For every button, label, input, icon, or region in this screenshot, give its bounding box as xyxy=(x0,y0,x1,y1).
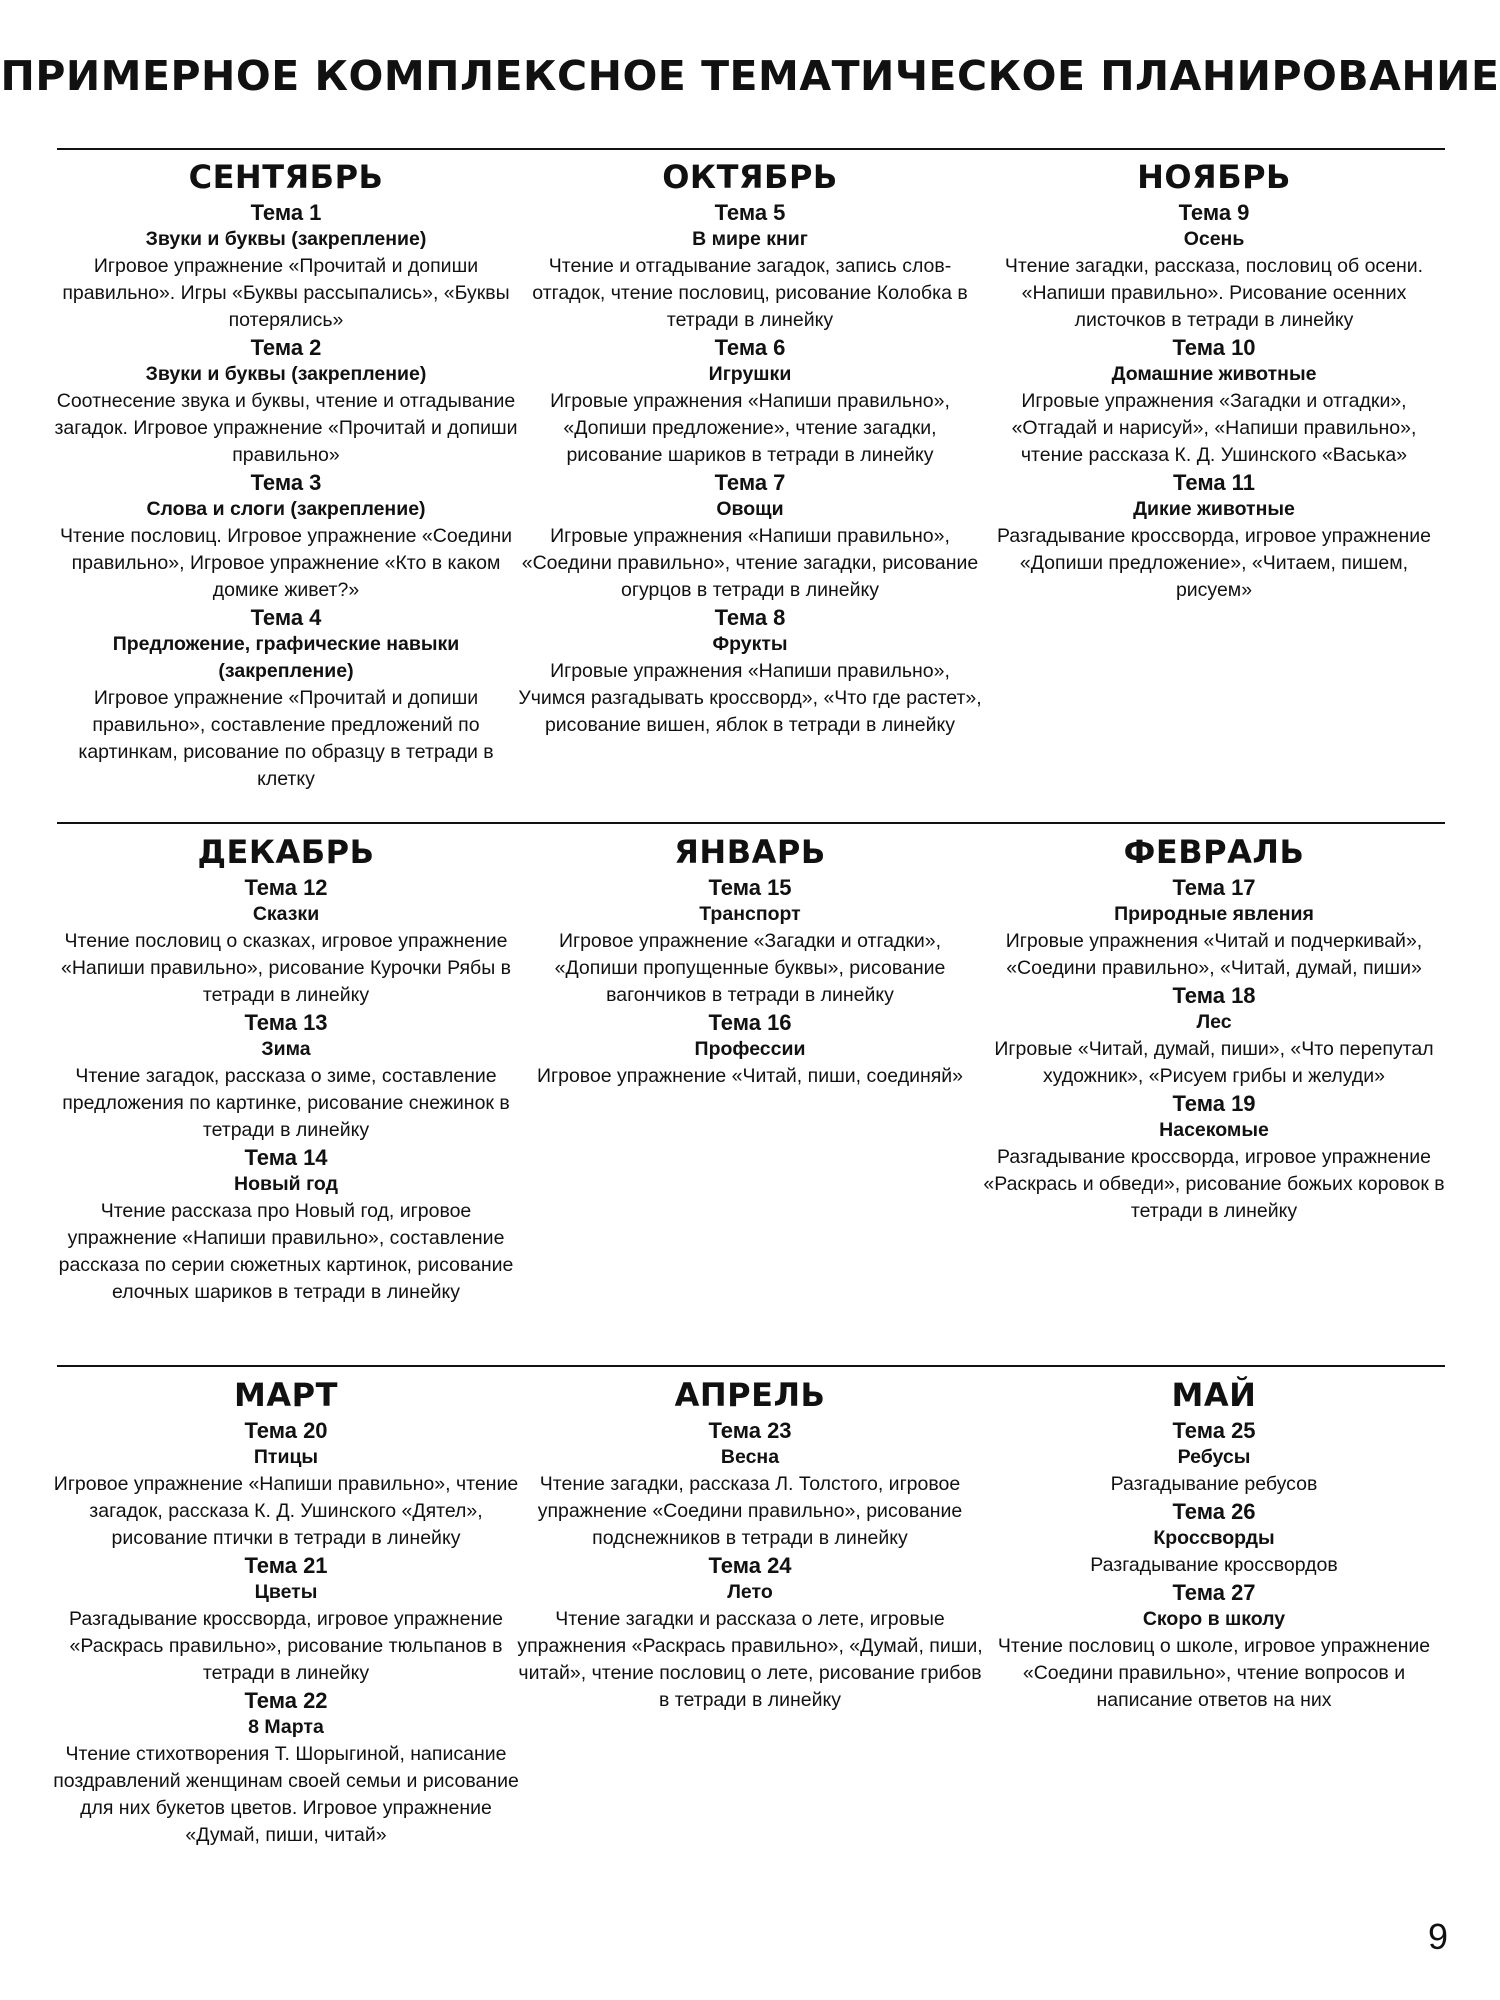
month-block-may xyxy=(980,1373,1448,1714)
topic-title: Природные явления xyxy=(1114,903,1314,925)
month-name: ДЕКАБРЬ xyxy=(197,833,375,871)
month-block-december xyxy=(52,830,520,1306)
topic xyxy=(980,469,1448,604)
topic xyxy=(52,1687,520,1849)
topic-number: Тема 8 xyxy=(714,605,786,630)
topic-title: Игрушки xyxy=(708,363,792,385)
topic xyxy=(52,199,520,334)
topic xyxy=(52,1009,520,1144)
topic-description: Чтение загадок, рассказа о зиме, составление предложения по картинке, рисование снежинок в тетради в линейку xyxy=(62,1065,510,1141)
topic-title: Птицы xyxy=(253,1446,319,1468)
month-name: ЯНВАРЬ xyxy=(674,833,826,871)
topic xyxy=(516,1009,984,1090)
topic-description: Разгадывание кроссворда, игровое упражнение «Допиши предложение», «Читаем, пишем, рисуем» xyxy=(996,525,1432,601)
topic-description: Разгадывание кроссворда, игровое упражнение «Раскрась правильно», рисование тюльпанов в тетради в линейку xyxy=(68,1608,504,1684)
month-block-october xyxy=(516,155,984,739)
topic xyxy=(52,1144,520,1306)
topic xyxy=(52,874,520,1009)
topic xyxy=(516,1552,984,1714)
topic xyxy=(980,982,1448,1090)
topic xyxy=(52,334,520,469)
topic-number: Тема 10 xyxy=(1172,335,1256,360)
month-name: МАЙ xyxy=(1171,1376,1257,1414)
topic-description: Игровые упражнения «Напиши правильно», Учимся разгадывать кроссворд», «Что где растет», рисование вишен, яблок в тетради в линейку xyxy=(518,660,982,736)
topic-number: Тема 26 xyxy=(1172,1499,1256,1524)
topic xyxy=(980,1090,1448,1225)
topic-number: Тема 22 xyxy=(244,1688,328,1713)
page-number: 9 xyxy=(1427,1916,1448,1957)
topic-description: Чтение пословиц о сказках, игровое упражнение «Напиши правильно», рисование Курочки Рябы в тетради в линейку xyxy=(60,930,511,1006)
topic xyxy=(52,604,520,793)
topic-title: Скоро в школу xyxy=(1142,1608,1286,1630)
month-name: АПРЕЛЬ xyxy=(674,1376,826,1414)
topic-title: Профессии xyxy=(694,1038,806,1060)
topic-number: Тема 11 xyxy=(1173,470,1255,495)
topic-number: Тема 21 xyxy=(244,1553,328,1578)
topic-number: Тема 9 xyxy=(1178,200,1250,225)
topic xyxy=(52,469,520,604)
month-block-january xyxy=(516,830,984,1090)
topic-title: Лес xyxy=(1196,1011,1232,1033)
month-block-march xyxy=(52,1373,520,1849)
topic xyxy=(516,1417,984,1552)
divider-row-1 xyxy=(57,822,1445,824)
topic-description: Игровое упражнение «Прочитай и допиши правильно». Игры «Буквы рассыпались», «Буквы потерялись» xyxy=(62,255,510,331)
topic-description: Разгадывание кроссворда, игровое упражнение «Раскрась и обведи», рисование божьих коровок в тетради в линейку xyxy=(983,1146,1445,1222)
topic xyxy=(980,1417,1448,1498)
topic-number: Тема 5 xyxy=(714,200,786,225)
topic-title: Сказки xyxy=(252,903,320,925)
topic-number: Тема 18 xyxy=(1172,983,1256,1008)
topic-title: Фрукты xyxy=(712,633,788,655)
topic-description: Игровые «Читай, думай, пиши», «Что перепутал художник», «Рисуем грибы и желуди» xyxy=(994,1038,1434,1087)
topic-description: Чтение загадки, рассказа Л. Толстого, игровое упражнение «Соедини правильно», рисование подснежников в тетради в линейку xyxy=(537,1473,963,1549)
topic-title: Насекомые xyxy=(1159,1119,1269,1141)
topic xyxy=(980,199,1448,334)
topic-description: Игровое упражнение «Прочитай и допиши правильно», составление предложений по картинкам, рисование по образцу в тетради в клетку xyxy=(78,687,494,790)
topic xyxy=(516,469,984,604)
topic-title: В мире книг xyxy=(692,228,808,250)
topic xyxy=(516,604,984,739)
month-block-september xyxy=(52,155,520,793)
topic-title: 8 Марта xyxy=(248,1716,324,1738)
month-block-april xyxy=(516,1373,984,1714)
topic-description: Разгадывание ребусов xyxy=(1110,1473,1318,1495)
topic-number: Тема 7 xyxy=(714,470,786,495)
topic-number: Тема 20 xyxy=(244,1418,328,1443)
topic-title: Дикие животные xyxy=(1133,498,1295,520)
topic-number: Тема 6 xyxy=(714,335,786,360)
topic-title: Предложение, графические навыки (закрепление) xyxy=(112,633,460,682)
month-name: МАРТ xyxy=(234,1376,338,1414)
topic-number: Тема 4 xyxy=(250,605,322,630)
divider-row-2 xyxy=(57,1365,1445,1367)
topic-description: Разгадывание кроссвордов xyxy=(1090,1554,1338,1576)
topic xyxy=(516,874,984,1009)
topic-number: Тема 12 xyxy=(244,875,328,900)
topic-description: Игровые упражнения «Читай и подчеркивай», «Соедини правильно», «Читай, думай, пиши» xyxy=(1005,930,1423,979)
topic xyxy=(516,199,984,334)
topic-description: Чтение стихотворения Т. Шорыгиной, написание поздравлений женщинам своей семьи и рисование для них букетов цветов. Игровое упражнение «Думай, пиши, читай» xyxy=(53,1743,519,1846)
page-title: ПРИМЕРНОЕ КОМПЛЕКСНОЕ ТЕМАТИЧЕСКОЕ ПЛАНИРОВАНИЕ xyxy=(0,52,1500,100)
topic xyxy=(516,334,984,469)
topic-title: Лето xyxy=(727,1581,773,1603)
topic-title: Новый год xyxy=(234,1173,338,1195)
topic-number: Тема 15 xyxy=(708,875,792,900)
topic-number: Тема 25 xyxy=(1172,1418,1256,1443)
topic xyxy=(980,1498,1448,1579)
topic-title: Слова и слоги (закрепление) xyxy=(146,498,426,520)
topic-title: Кроссворды xyxy=(1153,1527,1275,1549)
topic xyxy=(980,334,1448,469)
topic-number: Тема 23 xyxy=(708,1418,792,1443)
topic xyxy=(980,874,1448,982)
month-block-november xyxy=(980,155,1448,604)
topic-number: Тема 13 xyxy=(244,1010,328,1035)
month-name: СЕНТЯБРЬ xyxy=(188,158,384,196)
topic-description: Чтение рассказа про Новый год, игровое упражнение «Напиши правильно», составление рассказа по серии сюжетных картинок, рисование елочных шариков в тетради в линейку xyxy=(58,1200,514,1303)
topic-description: Игровые упражнения «Напиши правильно», «Соедини правильно», чтение загадки, рисование огурцов в тетради в линейку xyxy=(521,525,979,601)
month-name: ОКТЯБРЬ xyxy=(662,158,838,196)
topic-number: Тема 2 xyxy=(250,335,322,360)
topic-description: Игровое упражнение «Загадки и отгадки», «Допиши пропущенные буквы», рисование вагончиков в тетради в линейку xyxy=(554,930,946,1006)
topic-description: Соотнесение звука и буквы, чтение и отгадывание загадок. Игровое упражнение «Прочитай и допиши правильно» xyxy=(54,390,518,466)
topic-title: Осень xyxy=(1183,228,1245,250)
topic-number: Тема 16 xyxy=(708,1010,792,1035)
topic-description: Чтение загадки, рассказа, пословиц об осени. «Напиши правильно». Рисование осенних листочков в тетради в линейку xyxy=(1004,255,1424,331)
topic-title: Цветы xyxy=(254,1581,318,1603)
topic-description: Чтение загадки и рассказа о лете, игровые упражнения «Раскрась правильно», «Думай, пиши, читай», чтение пословиц о лете, рисование грибов в тетради в линейку xyxy=(517,1608,983,1711)
month-name: ФЕВРАЛЬ xyxy=(1123,833,1305,871)
topic xyxy=(52,1417,520,1552)
topic-number: Тема 27 xyxy=(1172,1580,1256,1605)
topic-number: Тема 19 xyxy=(1172,1091,1256,1116)
topic-title: Домашние животные xyxy=(1111,363,1317,385)
topic-number: Тема 24 xyxy=(708,1553,792,1578)
topic-number: Тема 1 xyxy=(250,200,322,225)
topic-title: Звуки и буквы (закрепление) xyxy=(145,363,427,385)
topic-description: Игровое упражнение «Читай, пиши, соединяй» xyxy=(536,1065,964,1087)
topic-description: Игровые упражнения «Загадки и отгадки», «Отгадай и нарисуй», «Напиши правильно», чтение рассказа К. Д. Ушинского «Васька» xyxy=(1011,390,1417,466)
divider-top xyxy=(57,148,1445,150)
topic-description: Игровые упражнения «Напиши правильно», «Допиши предложение», чтение загадки, рисование шариков в тетради в линейку xyxy=(550,390,950,466)
month-name: НОЯБРЬ xyxy=(1137,158,1291,196)
topic-title: Весна xyxy=(720,1446,780,1468)
topic-title: Звуки и буквы (закрепление) xyxy=(145,228,427,250)
topic-title: Ребусы xyxy=(1177,1446,1251,1468)
topic-title: Зима xyxy=(261,1038,311,1060)
topic xyxy=(980,1579,1448,1714)
topic-number: Тема 17 xyxy=(1172,875,1256,900)
topic-title: Овощи xyxy=(716,498,784,520)
month-block-february xyxy=(980,830,1448,1225)
topic-description: Чтение и отгадывание загадок, запись слов-отгадок, чтение пословиц, рисование Колобка в тетради в линейку xyxy=(532,255,968,331)
topic-description: Чтение пословиц о школе, игровое упражнение «Соедини правильно», чтение вопросов и написание ответов на них xyxy=(997,1635,1431,1711)
topic-title: Транспорт xyxy=(699,903,801,925)
topic-number: Тема 3 xyxy=(250,470,322,495)
topic-number: Тема 14 xyxy=(244,1145,328,1170)
topic-description: Игровое упражнение «Напиши правильно», чтение загадок, рассказа К. Д. Ушинского «Дятел», рисование птички в тетради в линейку xyxy=(53,1473,519,1549)
topic xyxy=(52,1552,520,1687)
topic-description: Чтение пословиц. Игровое упражнение «Соедини правильно», Игровое упражнение «Кто в каком домике живет?» xyxy=(59,525,513,601)
